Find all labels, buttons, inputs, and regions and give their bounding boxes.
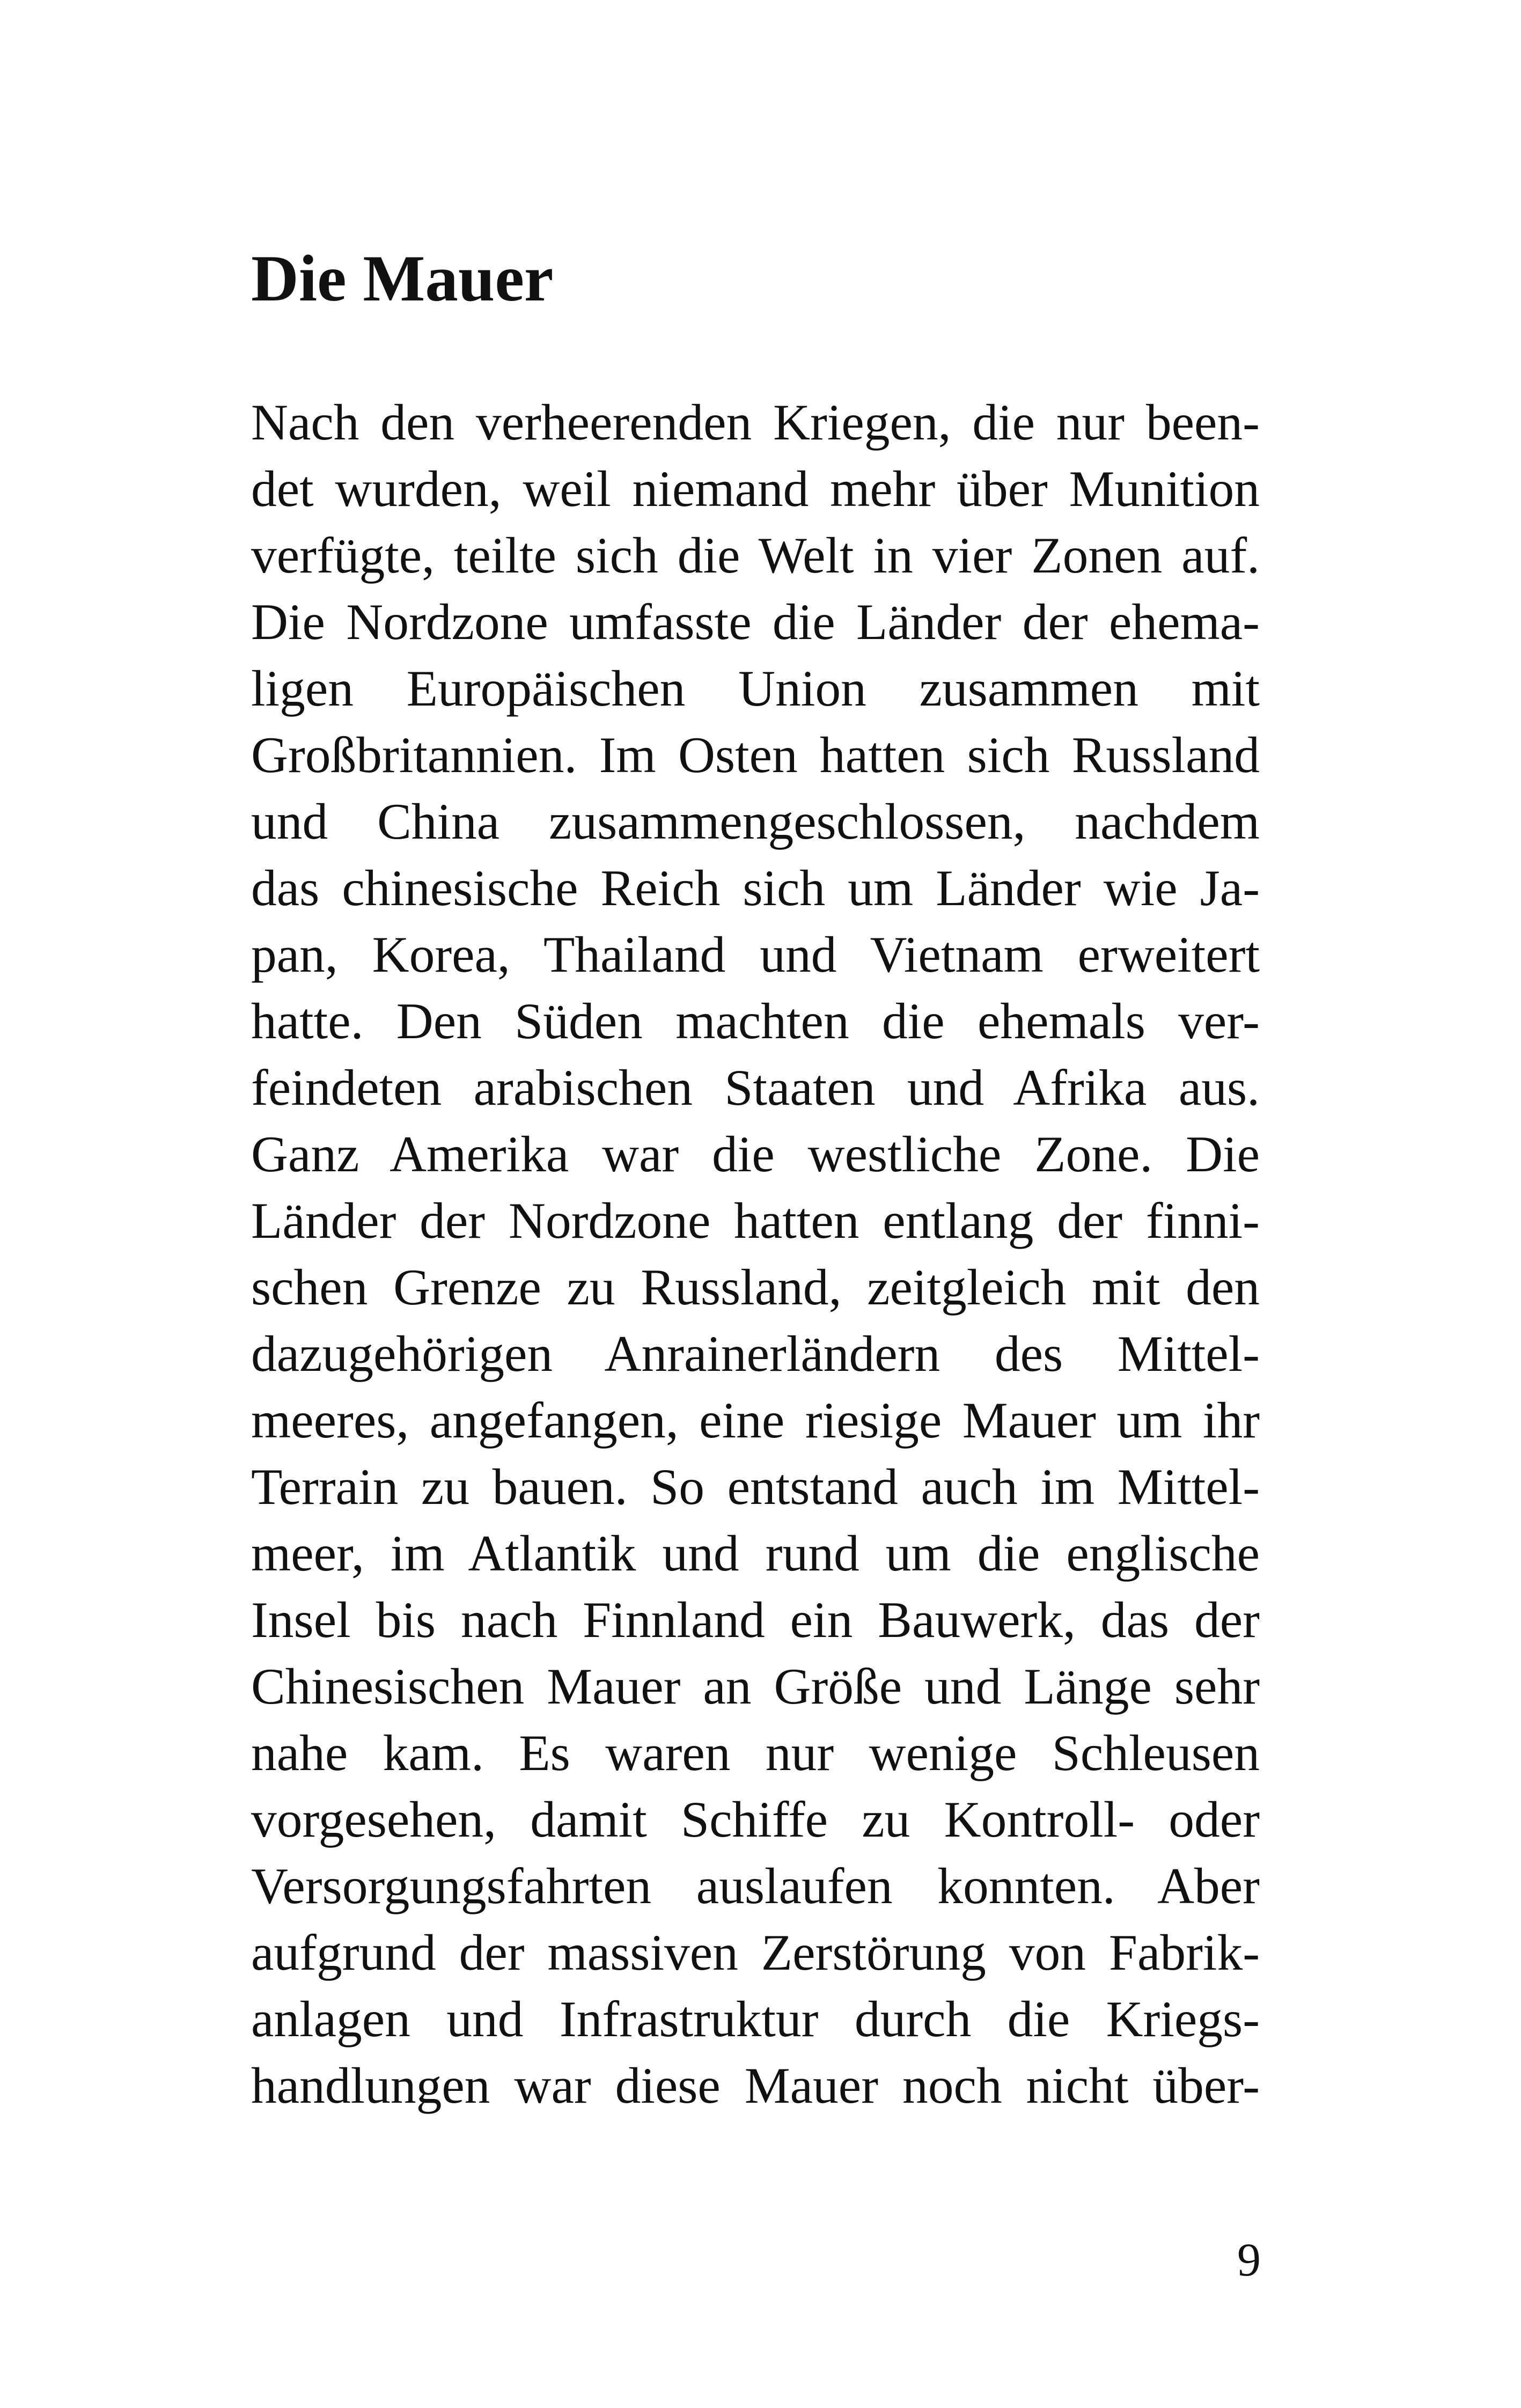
text-line: anlagen und Infrastruktur durch die Kriegs-: [251, 1991, 1260, 2047]
text-line: Versorgungsfahrten auslaufen konnten. Aber: [251, 1858, 1260, 1914]
chapter-title: Die Mauer: [251, 241, 554, 315]
text-line: det wurden, weil niemand mehr über Munition: [251, 460, 1260, 517]
text-line: das chinesische Reich sich um Länder wie Ja-: [251, 860, 1260, 916]
text-line: schen Grenze zu Russland, zeitgleich mit den: [251, 1259, 1260, 1316]
text-line: dazugehörigen Anrainerländern des Mittel-: [251, 1325, 1260, 1382]
text-line: Nach den verheerenden Kriegen, die nur been-: [251, 394, 1260, 451]
text-line: verfügte, teilte sich die Welt in vier Zonen auf.: [251, 527, 1260, 584]
text-line: Die Nordzone umfasste die Länder der ehema-: [251, 593, 1260, 650]
text-line: und China zusammengeschlossen, nachdem: [251, 793, 1260, 850]
text-line: Großbritannien. Im Osten hatten sich Russland: [251, 726, 1260, 783]
text-line: feindeten arabischen Staaten und Afrika aus.: [251, 1059, 1260, 1116]
text-line: Insel bis nach Finnland ein Bauwerk, das der: [251, 1591, 1260, 1648]
text-line: nahe kam. Es waren nur wenige Schleusen: [251, 1724, 1260, 1781]
text-line: meer, im Atlantik und rund um die englische: [251, 1525, 1260, 1582]
text-line: vorgesehen, damit Schiffe zu Kontroll- oder: [251, 1791, 1260, 1848]
text-line: Terrain zu bauen. So entstand auch im Mittel-: [251, 1458, 1260, 1515]
text-line: aufgrund der massiven Zerstörung von Fabrik-: [251, 1924, 1260, 1981]
text-line: Länder der Nordzone hatten entlang der finni-: [251, 1192, 1260, 1249]
body-text: [251, 389, 1260, 2119]
text-line: hatte. Den Süden machten die ehemals ver-: [251, 993, 1260, 1049]
text-line: Ganz Amerika war die westliche Zone. Die: [251, 1126, 1260, 1183]
text-line: pan, Korea, Thailand und Vietnam erweitert: [251, 926, 1260, 983]
text-line: handlungen war diese Mauer noch nicht über-: [251, 2057, 1260, 2114]
text-line: Chinesischen Mauer an Größe und Länge sehr: [251, 1658, 1260, 1715]
page-number: 9: [1237, 2234, 1261, 2286]
text-line: meeres, angefangen, eine riesige Mauer um ihr: [251, 1392, 1260, 1449]
text-line: ligen Europäischen Union zusammen mit: [251, 660, 1260, 717]
